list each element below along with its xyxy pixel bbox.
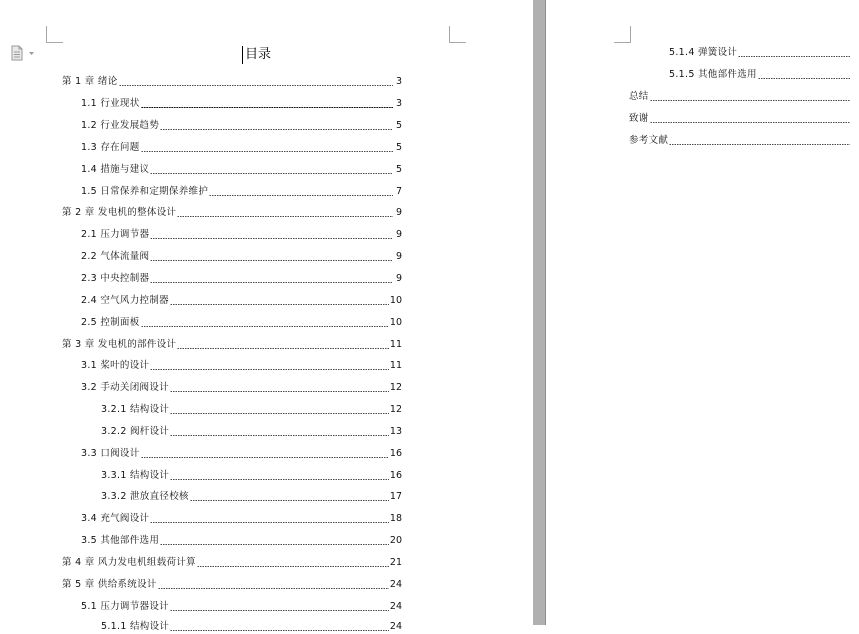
toc-dot-leader	[650, 122, 850, 123]
toc-entry-text: 2.3 中央控制器	[81, 273, 150, 284]
toc-dot-leader	[170, 479, 389, 480]
toc-entry[interactable]	[81, 119, 402, 133]
toc-entry[interactable]	[101, 403, 402, 417]
toc-entry[interactable]	[81, 447, 402, 461]
toc-entry[interactable]	[81, 316, 402, 330]
toc-entry-page-number: 16	[389, 448, 402, 459]
toc-dot-leader	[197, 566, 389, 567]
toc-entry-page-number: 9	[395, 207, 402, 218]
crop-mark-top-left-right-page	[614, 26, 631, 43]
toc-entry[interactable]	[81, 163, 402, 177]
toc-entry[interactable]	[81, 512, 402, 526]
toc-entry-text: 3.2.1 结构设计	[101, 404, 170, 415]
toc-entry[interactable]	[101, 469, 402, 483]
toc-entry[interactable]	[629, 90, 859, 104]
toc-dot-leader	[150, 260, 393, 261]
toc-entry-text: 1.1 行业现状	[81, 98, 140, 109]
toc-entry[interactable]	[669, 46, 859, 60]
toc-entry-page-number: 5	[395, 164, 402, 175]
toc-entry-page-number: 9	[395, 273, 402, 284]
toc-entry-text: 2.1 压力调节器	[81, 229, 150, 240]
toc-entry[interactable]	[81, 600, 402, 614]
toc-entry-page-number: 24	[389, 621, 402, 632]
toc-entry-text: 1.4 措施与建议	[81, 164, 150, 175]
toc-entry-text: 1.2 行业发展趋势	[81, 120, 160, 131]
toc-dot-leader	[141, 151, 393, 152]
toc-entry-text: 第 2 章 发电机的整体设计	[62, 207, 177, 218]
toc-entry[interactable]	[62, 338, 402, 352]
toc-entry-text: 3.3.2 泄放直径校核	[101, 491, 189, 502]
toc-entry-page-number: 7	[395, 186, 402, 197]
toc-dot-leader	[160, 129, 393, 130]
toc-dot-leader	[141, 326, 389, 327]
toc-entry-page-number: 24	[389, 601, 402, 612]
toc-dot-leader	[177, 216, 393, 217]
toc-entry[interactable]	[81, 272, 402, 286]
toc-dot-leader	[150, 282, 393, 283]
toc-entry-page-number: 12	[389, 382, 402, 393]
toc-entry-text: 2.4 空气风力控制器	[81, 295, 169, 306]
toc-entry-text: 3.2.2 阀杆设计	[101, 426, 170, 437]
toc-dot-leader	[177, 348, 389, 349]
toc-dot-leader	[158, 588, 389, 589]
toc-dot-leader	[170, 391, 389, 392]
toc-entry[interactable]	[81, 294, 402, 308]
crop-mark-top-right	[449, 26, 466, 43]
toc-dot-leader	[650, 100, 850, 101]
toc-dot-leader	[141, 107, 393, 108]
toc-entry[interactable]	[629, 134, 859, 148]
toc-dot-leader	[170, 435, 389, 436]
toc-entry[interactable]	[81, 359, 402, 373]
toc-entry-text: 5.1.1 结构设计	[101, 621, 170, 632]
toc-entry-page-number: 9	[395, 229, 402, 240]
toc-entry-text: 1.3 存在问题	[81, 142, 140, 153]
toc-entry-text: 第 3 章 发电机的部件设计	[62, 339, 177, 350]
document-page-right	[546, 0, 849, 625]
toc-entry-text: 参考文献	[629, 135, 669, 146]
toc-dot-leader	[160, 544, 389, 545]
toc-entry-page-number: 10	[389, 295, 402, 306]
toc-entry[interactable]	[62, 206, 402, 220]
toc-entry-page-number: 10	[389, 317, 402, 328]
toc-entry-text: 3.2 手动关闭阀设计	[81, 382, 169, 393]
toc-entry-page-number: 18	[389, 513, 402, 524]
toc-entry-page-number: 3	[395, 76, 402, 87]
toc-entry[interactable]	[62, 556, 402, 570]
toc-entry-page-number: 11	[389, 339, 402, 350]
toc-dot-leader	[758, 78, 850, 79]
toc-entry-page-number: 11	[389, 360, 402, 371]
toc-entry-page-number: 13	[389, 426, 402, 437]
toc-dot-leader	[150, 522, 389, 523]
toc-dot-leader	[669, 144, 850, 145]
toc-dot-leader	[150, 238, 393, 239]
toc-entry-page-number: 3	[395, 98, 402, 109]
toc-dot-leader	[190, 500, 389, 501]
toc-entry-page-number: 12	[389, 404, 402, 415]
toc-dot-leader	[150, 369, 389, 370]
toc-entry-page-number: 21	[389, 557, 402, 568]
toc-entry-page-number: 5	[395, 142, 402, 153]
document-options-icon[interactable]	[10, 45, 40, 61]
toc-entry-text: 3.1 桨叶的设计	[81, 360, 150, 371]
toc-dot-leader	[170, 413, 389, 414]
toc-entry-text: 5.1.5 其他部件选用	[669, 69, 757, 80]
toc-entry-text: 致谢	[629, 113, 649, 124]
toc-dot-leader	[738, 56, 850, 57]
crop-mark-top-left	[46, 26, 63, 43]
toc-dot-leader	[141, 457, 389, 458]
toc-entry[interactable]	[81, 97, 402, 111]
toc-entry-text: 总结	[629, 91, 649, 102]
toc-entry[interactable]	[669, 68, 859, 82]
toc-entry-page-number: 17	[389, 491, 402, 502]
toc-dot-leader	[170, 304, 389, 305]
toc-entry-text: 1.5 日常保养和定期保养维护	[81, 186, 209, 197]
toc-entry[interactable]	[81, 381, 402, 395]
toc-entry-page-number: 24	[389, 579, 402, 590]
toc-entry-text: 第 1 章 绪论	[62, 76, 118, 87]
toc-dot-leader	[150, 173, 393, 174]
toc-entry-text: 5.1 压力调节器设计	[81, 601, 169, 612]
toc-entry[interactable]	[81, 534, 402, 548]
toc-entry-text: 3.3.1 结构设计	[101, 470, 170, 481]
toc-entry-text: 5.1.4 弹簧设计	[669, 47, 738, 58]
text-cursor	[242, 46, 243, 64]
toc-entry-page-number: 16	[389, 470, 402, 481]
toc-dot-leader	[170, 610, 389, 611]
toc-entry[interactable]	[101, 490, 402, 504]
toc-entry[interactable]	[629, 112, 859, 126]
toc-title: 目录	[245, 47, 272, 62]
toc-entry[interactable]	[81, 185, 402, 199]
toc-entry-text: 2.5 控制面板	[81, 317, 140, 328]
toc-entry-text: 第 5 章 供给系统设计	[62, 579, 157, 590]
toc-entry-page-number: 9	[395, 251, 402, 262]
toc-entry[interactable]	[101, 620, 402, 634]
toc-dot-leader	[209, 195, 393, 196]
toc-dot-leader	[119, 85, 393, 86]
toc-entry[interactable]	[81, 228, 402, 242]
toc-entry-text: 3.3 口阀设计	[81, 448, 140, 459]
toc-entry[interactable]	[81, 141, 402, 155]
toc-dot-leader	[170, 630, 389, 631]
toc-entry-text: 3.5 其他部件选用	[81, 535, 160, 546]
toc-entry-page-number: 20	[389, 535, 402, 546]
toc-entry[interactable]	[101, 425, 402, 439]
toc-entry-text: 第 4 章 风力发电机组载荷计算	[62, 557, 196, 568]
toc-entry[interactable]	[81, 250, 402, 264]
toc-entry[interactable]	[62, 75, 402, 89]
toc-entry-text: 3.4 充气阀设计	[81, 513, 150, 524]
toc-entry-text: 2.2 气体流量阀	[81, 251, 150, 262]
toc-entry[interactable]	[62, 578, 402, 592]
toc-entry-page-number: 5	[395, 120, 402, 131]
